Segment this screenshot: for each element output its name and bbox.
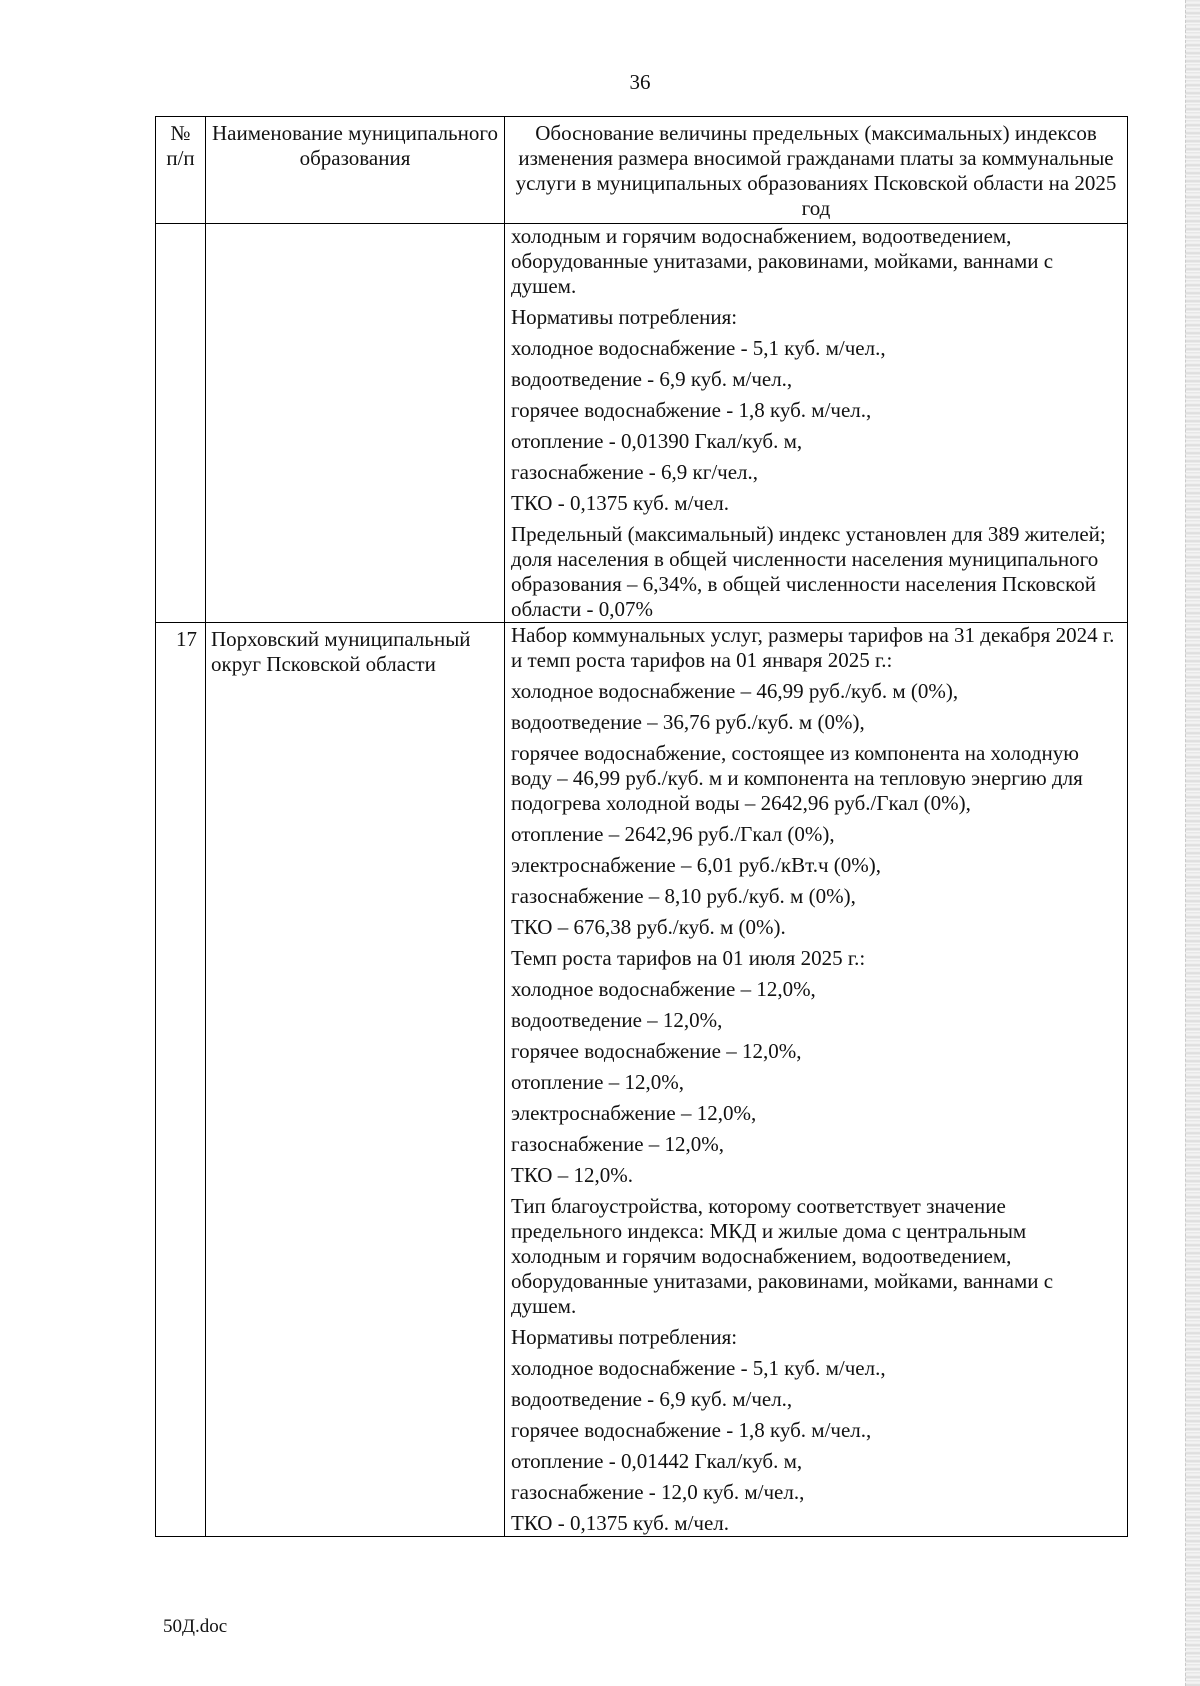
header-municipality-name: Наименование муниципального образования bbox=[206, 117, 505, 224]
table-row bbox=[156, 224, 1128, 623]
justification-paragraph: горячее водоснабжение – 12,0%, bbox=[511, 1039, 802, 1063]
justification-paragraph: отопление - 0,01390 Гкал/куб. м, bbox=[511, 429, 803, 453]
justification-paragraph: ТКО - 0,1375 куб. м/чел. bbox=[511, 1511, 730, 1535]
municipality-name bbox=[206, 224, 505, 623]
footer-file-name: 50Д.doc bbox=[163, 1616, 228, 1637]
municipality-name: Порховский муниципальный округ Псковской области bbox=[206, 623, 505, 1537]
justification-text bbox=[505, 224, 1128, 623]
justification-paragraph: Предельный (максимальный) индекс установлен для 389 жителей; доля населения в общей численности населения муниципального образования – 6,34%, в общей численности населения Псковской области - 0,07% bbox=[511, 522, 1106, 621]
justification-paragraph: газоснабжение – 12,0%, bbox=[511, 1132, 725, 1156]
justification-paragraph: Набор коммунальных услуг, размеры тарифов на 31 декабря 2024 г. и темп роста тарифов на 01 января 2025 г.: bbox=[511, 623, 1115, 672]
justification-paragraph: ТКО – 12,0%. bbox=[511, 1163, 633, 1187]
tariff-justification-table bbox=[155, 116, 1128, 1537]
justification-paragraph: водоотведение – 12,0%, bbox=[511, 1008, 723, 1032]
justification-paragraph: ТКО - 0,1375 куб. м/чел. bbox=[511, 491, 730, 515]
row-number: 17 bbox=[156, 623, 206, 1537]
justification-paragraph: холодное водоснабжение – 12,0%, bbox=[511, 977, 816, 1001]
justification-paragraph: отопление - 0,01442 Гкал/куб. м, bbox=[511, 1449, 803, 1473]
justification-paragraph: водоотведение – 36,76 руб./куб. м (0%), bbox=[511, 710, 865, 734]
justification-paragraph: ТКО – 676,38 руб./куб. м (0%). bbox=[511, 915, 786, 939]
justification-paragraph: холодным и горячим водоснабжением, водоотведением, оборудованные унитазами, раковинами, мойками, ваннами с душем. bbox=[511, 224, 1054, 298]
justification-paragraph: горячее водоснабжение - 1,8 куб. м/чел., bbox=[511, 1418, 872, 1442]
justification-paragraph: газоснабжение - 12,0 куб. м/чел., bbox=[511, 1480, 805, 1504]
justification-paragraph: электроснабжение – 12,0%, bbox=[511, 1101, 757, 1125]
page-number: 36 bbox=[629, 70, 651, 94]
header-number: № п/п bbox=[156, 117, 206, 224]
justification-paragraph: Нормативы потребления: bbox=[511, 305, 738, 329]
scan-edge-artifact bbox=[1185, 0, 1200, 1686]
justification-text bbox=[505, 623, 1128, 1537]
row-number bbox=[156, 224, 206, 623]
table-row bbox=[156, 623, 1128, 1537]
table-header-row bbox=[156, 117, 1128, 224]
justification-paragraph: отопление – 12,0%, bbox=[511, 1070, 684, 1094]
justification-paragraph: холодное водоснабжение - 5,1 куб. м/чел., bbox=[511, 1356, 886, 1380]
justification-paragraph: горячее водоснабжение - 1,8 куб. м/чел., bbox=[511, 398, 872, 422]
justification-paragraph: электроснабжение – 6,01 руб./кВт.ч (0%), bbox=[511, 853, 882, 877]
header-justification: Обоснование величины предельных (максимальных) индексов изменения размера вносимой гражданами платы за коммунальные услуги в муниципальных образованиях Псковской области на 2025 год bbox=[505, 117, 1128, 224]
justification-paragraph: Нормативы потребления: bbox=[511, 1325, 738, 1349]
justification-paragraph: холодное водоснабжение - 5,1 куб. м/чел., bbox=[511, 336, 886, 360]
justification-paragraph: холодное водоснабжение – 46,99 руб./куб. м (0%), bbox=[511, 679, 959, 703]
justification-paragraph: газоснабжение – 8,10 руб./куб. м (0%), bbox=[511, 884, 856, 908]
justification-paragraph: Темп роста тарифов на 01 июля 2025 г.: bbox=[511, 946, 866, 970]
justification-paragraph: горячее водоснабжение, состоящее из компонента на холодную воду – 46,99 руб./куб. м и компонента на тепловую энергию для подогрева холодной воды – 2642,96 руб./Гкал (0%), bbox=[511, 741, 1083, 815]
justification-paragraph: водоотведение - 6,9 куб. м/чел., bbox=[511, 1387, 793, 1411]
justification-paragraph: отопление – 2642,96 руб./Гкал (0%), bbox=[511, 822, 835, 846]
justification-paragraph: Тип благоустройства, которому соответствует значение предельного индекса: МКД и жилые дома с центральным холодным и горячим водоснабжением, водоотведением, оборудованные унитазами, раковинами, мойками, ваннами с душем. bbox=[511, 1194, 1054, 1318]
justification-paragraph: водоотведение - 6,9 куб. м/чел., bbox=[511, 367, 793, 391]
justification-paragraph: газоснабжение - 6,9 кг/чел., bbox=[511, 460, 759, 484]
